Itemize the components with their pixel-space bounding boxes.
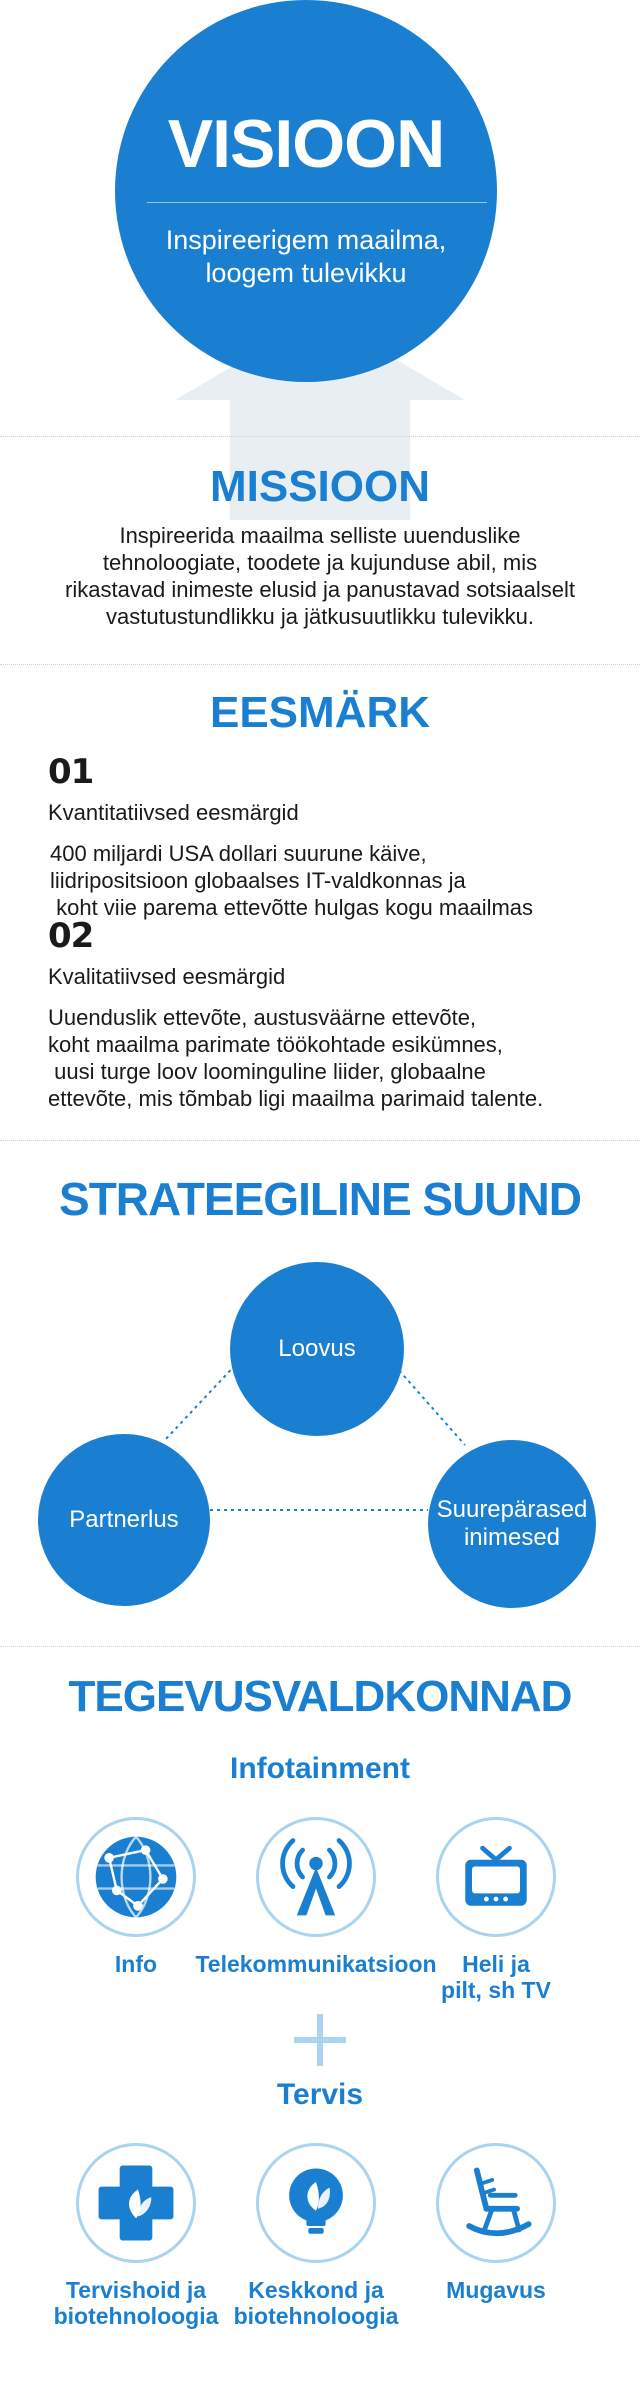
mission-line: Inspireerida maailma selliste uuenduslike: [119, 523, 521, 548]
rocking-chair-icon: [448, 2155, 544, 2251]
vision-separator: [147, 202, 487, 203]
goal-line: koht maailma parimate töökohtade esikümnes,: [48, 1032, 503, 1057]
av-label-line: Heli ja: [462, 1951, 530, 1977]
strategy-node-label-line: Suurepärased: [436, 1496, 588, 1523]
strategy-node-label: [437, 1496, 588, 1552]
vision-line-2: loogem tulevikku: [205, 258, 407, 288]
mission-text: [30, 522, 610, 630]
goal-line: Uuenduslik ettevõte, austusväärne ettevõte,: [48, 1005, 477, 1030]
goal-text-qualitative: [48, 1004, 608, 1112]
environment-tile: [256, 2143, 376, 2263]
environment-label-line: biotehnoloogia: [233, 2303, 399, 2329]
vision-statement: [115, 224, 497, 290]
goal-title: EESMÄRK: [209, 688, 431, 737]
vision-line-1: Inspireerigem maailma,: [165, 225, 447, 255]
strategy-node-label-line: inimesed: [463, 1524, 561, 1551]
eco-bulb-icon: [268, 2155, 364, 2251]
globe-icon: [88, 1829, 184, 1925]
goal-number-01: 01: [48, 752, 94, 792]
group-title-health: Tervis: [276, 2078, 364, 2111]
environment-label-line: Keskkond ja: [248, 2277, 384, 2303]
comfort-tile: [436, 2143, 556, 2263]
goal-line: ettevõte, mis tõmbab ligi maailma parimaid talente.: [48, 1086, 544, 1111]
strategy-node-partnership: [38, 1434, 210, 1606]
mission-line: tehnoloogiate, toodete ja kujunduse abil, mis: [102, 550, 538, 575]
goal-text-quantitative: [50, 840, 610, 921]
activities-title: TEGEVUSVALDKONNAD: [68, 1672, 572, 1721]
tv-icon: [448, 1829, 544, 1925]
vision-title: VISIOON: [167, 106, 445, 182]
plus-icon: [290, 2010, 350, 2070]
goal-line: liidripositsioon globaalses IT-valdkonnas ja: [50, 868, 466, 893]
vision-circle: [115, 0, 497, 382]
goal-heading-qualitative: Kvalitatiivsed eesmärgid: [48, 964, 286, 989]
strategy-node-people: [428, 1440, 596, 1608]
strategy-node-label: Loovus: [278, 1335, 356, 1362]
strategy-node-label: Partnerlus: [69, 1506, 179, 1533]
goal-line: uusi turge loov loominguline liider, globaalne: [48, 1059, 486, 1084]
goal-line: koht viie parema ettevõtte hulgas kogu maailmas: [50, 895, 534, 920]
strategy-title: STRATEEGILINE SUUND: [59, 1173, 581, 1225]
section-divider: [0, 664, 640, 665]
mission-line: vastutustundlikku ja jätkusuutlikku tulevikku.: [106, 604, 534, 629]
antenna-icon: [268, 1829, 364, 1925]
mission-line: rikastavad inimeste elusid ja panustavad sotsiaalselt: [65, 577, 575, 602]
environment-label: [226, 2277, 406, 2329]
telecom-label: Telekommunikatsioon: [195, 1951, 437, 1977]
medical-cross-icon: [88, 2155, 184, 2251]
section-divider: [0, 1140, 640, 1141]
goal-line: 400 miljardi USA dollari suurune käive,: [50, 841, 427, 866]
goal-heading-quantitative: Kvantitatiivsed eesmärgid: [48, 800, 299, 825]
av-tile: [436, 1817, 556, 1937]
telecom-tile: [256, 1817, 376, 1937]
info-tile: [76, 1817, 196, 1937]
info-label: Info: [114, 1951, 158, 1977]
av-label-line: pilt, sh TV: [441, 1977, 551, 2003]
comfort-label: Mugavus: [446, 2277, 546, 2303]
av-label: [426, 1951, 566, 2003]
healthcare-label-line: biotehnoloogia: [53, 2303, 219, 2329]
healthcare-label: [46, 2277, 226, 2329]
strategy-node-creativity: [230, 1262, 404, 1436]
goal-number-02: 02: [48, 916, 94, 956]
healthcare-tile: [76, 2143, 196, 2263]
mission-title: MISSIOON: [209, 462, 431, 511]
group-title-infotainment: Infotainment: [230, 1752, 410, 1785]
section-divider: [0, 1646, 640, 1647]
section-divider: [0, 436, 640, 437]
healthcare-label-line: Tervishoid ja: [65, 2277, 207, 2303]
